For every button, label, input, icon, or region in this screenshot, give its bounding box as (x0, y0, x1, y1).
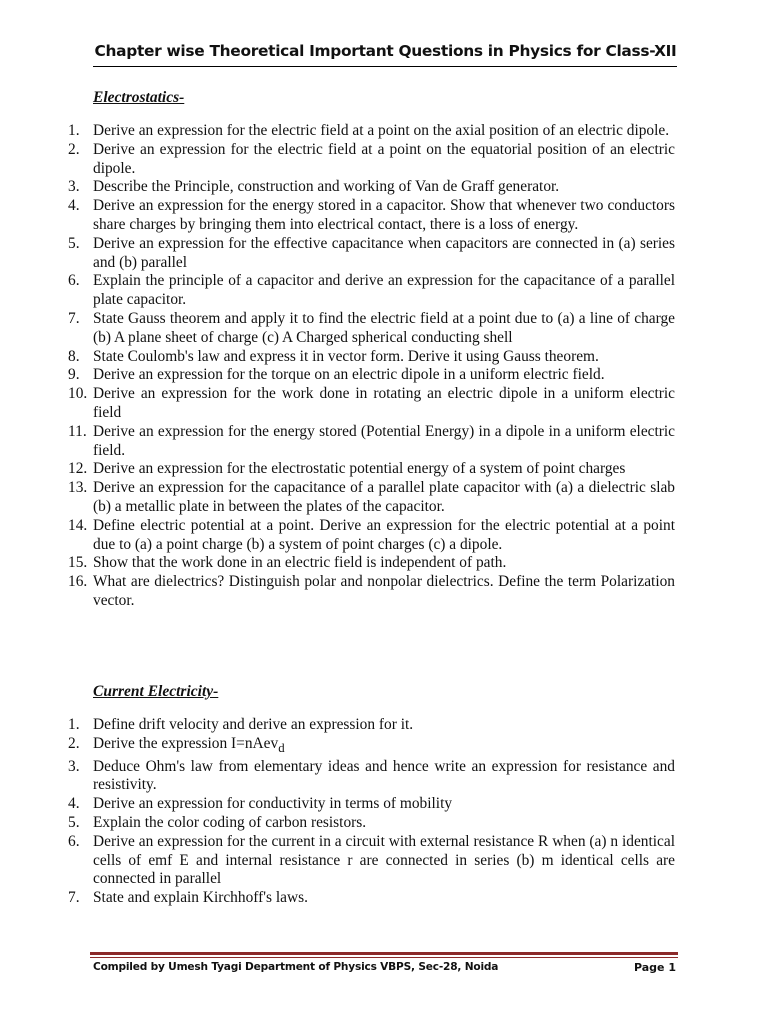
question-item (68, 347, 675, 367)
question-number: 14. (68, 516, 88, 534)
question-number: 5. (68, 814, 80, 832)
question-text: Explain the principle of a capacitor and derive an expression for the capacitance of a parallel plate capacitor. (93, 272, 675, 309)
section-title-electrostatics: Electrostatics- (93, 89, 185, 106)
question-subscript: d (278, 740, 285, 755)
question-item (68, 814, 675, 833)
question-item (68, 197, 675, 235)
question-number: 4. (68, 795, 80, 813)
question-number: 2. (68, 140, 80, 158)
question-text: State and explain Kirchhoff's laws. (93, 889, 308, 907)
question-text: Explain the color coding of carbon resistors. (93, 814, 367, 832)
question-text: Derive an expression for the electrostatic potential energy of a system of point charges (93, 460, 626, 478)
question-text: Derive an expression for the current in a circuit with external resistance R when (a) n identical cells of emf E and internal resistance r are connected in series (b) m identical cells are connected in parallel (93, 832, 675, 888)
question-number: 5. (68, 234, 80, 252)
question-text: What are dielectrics? Distinguish polar and nonpolar dielectrics. Define the term Polarization vector. (93, 573, 675, 609)
question-text: Derive an expression for the energy stored in a capacitor. Show that whenever two conductors share charges by bringing them into electrical contact, there is a loss of energy. (93, 197, 675, 233)
question-text: Deduce Ohm's law from elementary ideas and hence write an expression for resistance and resistivity. (93, 757, 675, 794)
question-item (68, 272, 675, 310)
question-item (68, 716, 675, 735)
question-number: 3. (68, 178, 80, 196)
question-number: 2. (68, 734, 80, 752)
question-item (68, 889, 675, 908)
question-text: Derive an expression for the electric field at a point on the axial position of an electric dipole. (93, 122, 670, 139)
question-item (68, 140, 675, 179)
question-item (68, 385, 675, 423)
question-number: 7. (68, 889, 80, 907)
question-text: Derive an expression for the energy stored (Potential Energy) in a dipole in a uniform electric field. (93, 422, 675, 459)
question-number: 16. (68, 573, 88, 591)
question-number: 10. (68, 385, 88, 403)
question-number: 1. (68, 716, 80, 733)
question-item (68, 122, 675, 141)
question-number: 12. (68, 460, 88, 478)
question-text: State Gauss theorem and apply it to find the electric field at a point due to (a) a line of charge (b) A plane sheet of charge (c) A Charged spherical conducting shell (93, 309, 675, 346)
question-item (68, 832, 675, 889)
current-electricity-question-list (68, 716, 675, 908)
question-text: Derive the expression I=nAev (93, 734, 279, 752)
question-number: 15. (68, 554, 88, 572)
question-text: Derive an expression for the torque on an electric dipole in a uniform electric field. (93, 366, 605, 384)
question-text: Define drift velocity and derive an expression for it. (93, 716, 414, 733)
page-header-title: Chapter wise Theoretical Important Questions in Physics for Class-XII (94, 42, 677, 60)
question-number: 9. (68, 366, 80, 384)
question-item (68, 178, 675, 197)
question-number: 6. (68, 832, 80, 850)
question-item (68, 734, 675, 758)
question-text: Define electric potential at a point. Derive an expression for the electric potential at a point due to (a) a point charge (b) a system of point charges (c) a dipole. (93, 516, 675, 553)
question-item (68, 422, 675, 461)
footer-credit: Compiled by Umesh Tyagi Department of Physics VBPS, Sec-28, Noida (93, 961, 499, 973)
question-text: State Coulomb's law and express it in vector form. Derive it using Gauss theorem. (93, 347, 599, 365)
question-item (68, 460, 675, 479)
question-number: 13. (68, 479, 88, 497)
question-text: Derive an expression for conductivity in terms of mobility (93, 795, 453, 813)
question-number: 7. (68, 309, 80, 327)
question-item (68, 795, 675, 814)
question-number: 6. (68, 272, 80, 290)
question-item (68, 516, 675, 555)
question-text: Derive an expression for the capacitance of a parallel plate capacitor with (a) a dielectric slab (b) a metallic plate in between the plates of the capacitor. (93, 479, 675, 515)
question-text: Show that the work done in an electric field is independent of path. (93, 554, 507, 572)
question-number: 3. (68, 757, 80, 775)
footer-divider-thick (90, 952, 678, 955)
question-item (68, 309, 675, 348)
question-item (68, 554, 675, 573)
question-item (68, 479, 675, 517)
question-number: 4. (68, 197, 80, 215)
footer-divider-thin (90, 957, 678, 958)
question-item (68, 757, 675, 796)
header-divider (93, 66, 677, 67)
question-item (68, 234, 675, 273)
page-number: Page 1 (633, 961, 676, 974)
question-number: 11. (68, 422, 87, 440)
electrostatics-question-list (68, 122, 675, 611)
question-number: 1. (68, 122, 80, 139)
question-item (68, 366, 675, 385)
section-title-current-electricity: Current Electricity- (93, 683, 219, 700)
question-text: Derive an expression for the work done in rotating an electric dipole in a uniform electric field (93, 385, 675, 421)
question-text: Describe the Principle, construction and working of Van de Graff generator. (93, 178, 560, 196)
question-text: Derive an expression for the electric field at a point on the equatorial position of an electric dipole. (93, 140, 675, 177)
question-number: 8. (68, 347, 80, 365)
question-text: Derive an expression for the effective capacitance when capacitors are connected in (a) series and (b) parallel (93, 234, 675, 271)
question-item (68, 573, 675, 611)
